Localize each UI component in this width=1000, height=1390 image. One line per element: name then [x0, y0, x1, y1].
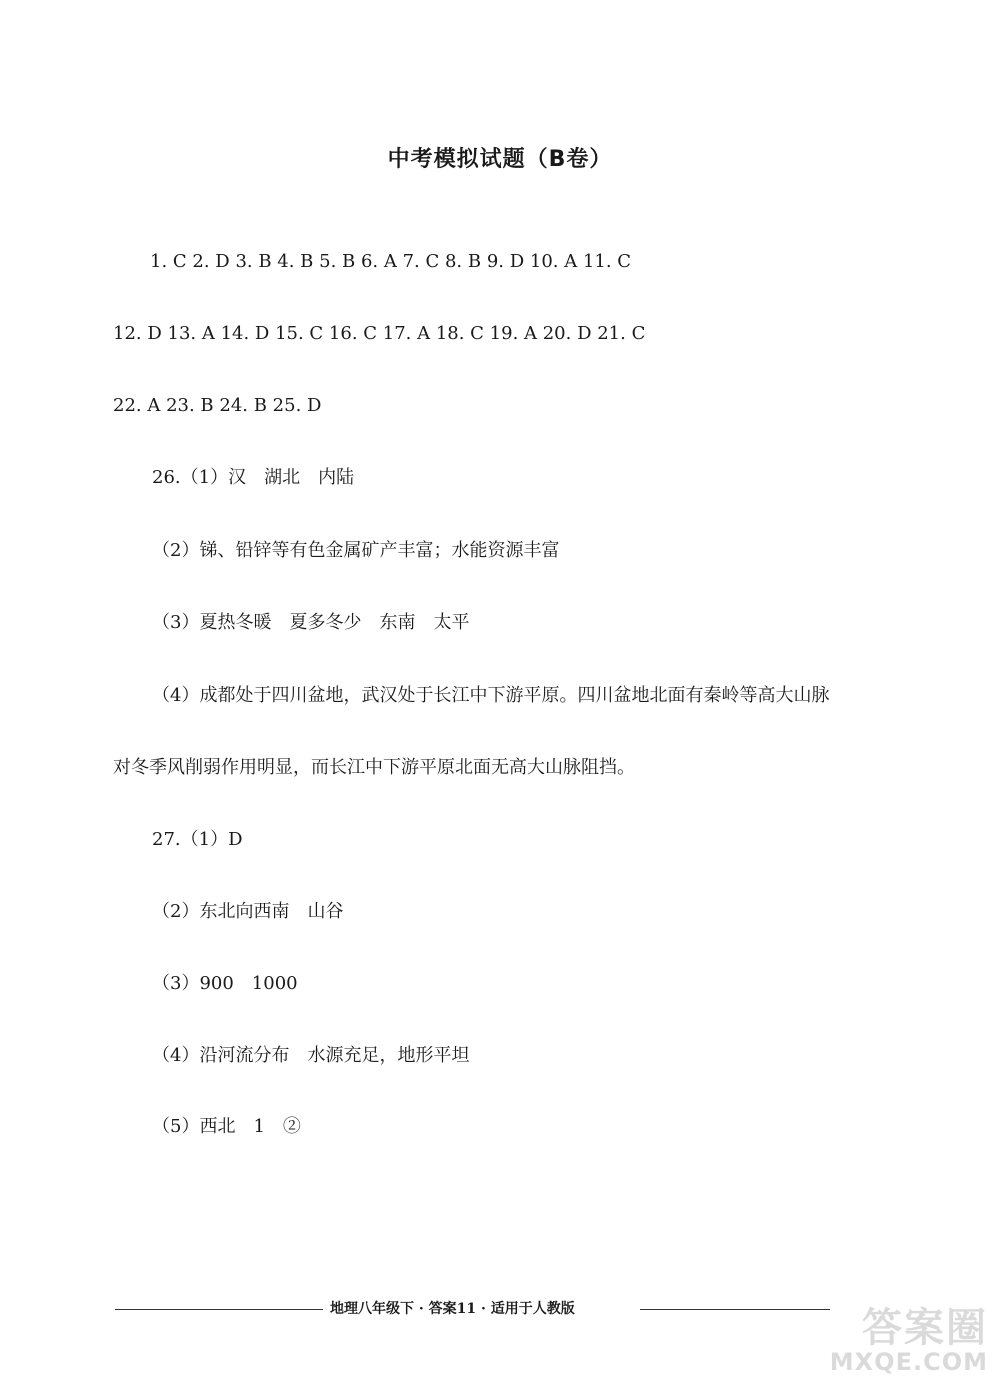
footer-rule-left [115, 1309, 323, 1310]
answer-line-3: 22. A 23. B 24. B 25. D [113, 395, 322, 416]
question-27-part-1: 27.（1）D [152, 829, 243, 850]
question-27-part-5: （5）西北 1 ② [152, 1116, 301, 1137]
watermark-logo: 答案圈 [862, 1305, 988, 1351]
footer-rule-right [640, 1309, 830, 1310]
question-27-part-4: （4）沿河流分布 水源充足，地形平坦 [152, 1045, 470, 1066]
question-26-part-3: （3）夏热冬暖 夏多冬少 东南 太平 [152, 612, 470, 633]
answer-line-2: 12. D 13. A 14. D 15. C 16. C 17. A 18. C 19. A 20. D 21. C [113, 323, 646, 344]
question-26-part-2: （2）锑、铅锌等有色金属矿产丰富；水能资源丰富 [152, 540, 560, 561]
footer-text: 地理八年级下 · 答案11 · 适用于人教版 [330, 1301, 575, 1317]
answer-line-1: 1. C 2. D 3. B 4. B 5. B 6. A 7. C 8. B 9. D 10. A 11. C [150, 251, 632, 272]
question-26-part-4: （4）成都处于四川盆地，武汉处于长江中下游平原。四川盆地北面有秦岭等高大山脉 [152, 685, 830, 706]
question-27-part-3: （3）900 1000 [152, 973, 298, 994]
page-title: 中考模拟试题（B卷） [387, 147, 613, 172]
question-26-part-4-continued: 对冬季风削弱作用明显，而长江中下游平原北面无高大山脉阻挡。 [113, 757, 635, 778]
watermark-url: MXQE.COM [829, 1348, 988, 1376]
question-27-part-2: （2）东北向西南 山谷 [152, 901, 344, 922]
watermark [829, 1296, 988, 1376]
question-26-part-1: 26.（1）汉 湖北 内陆 [152, 467, 355, 488]
